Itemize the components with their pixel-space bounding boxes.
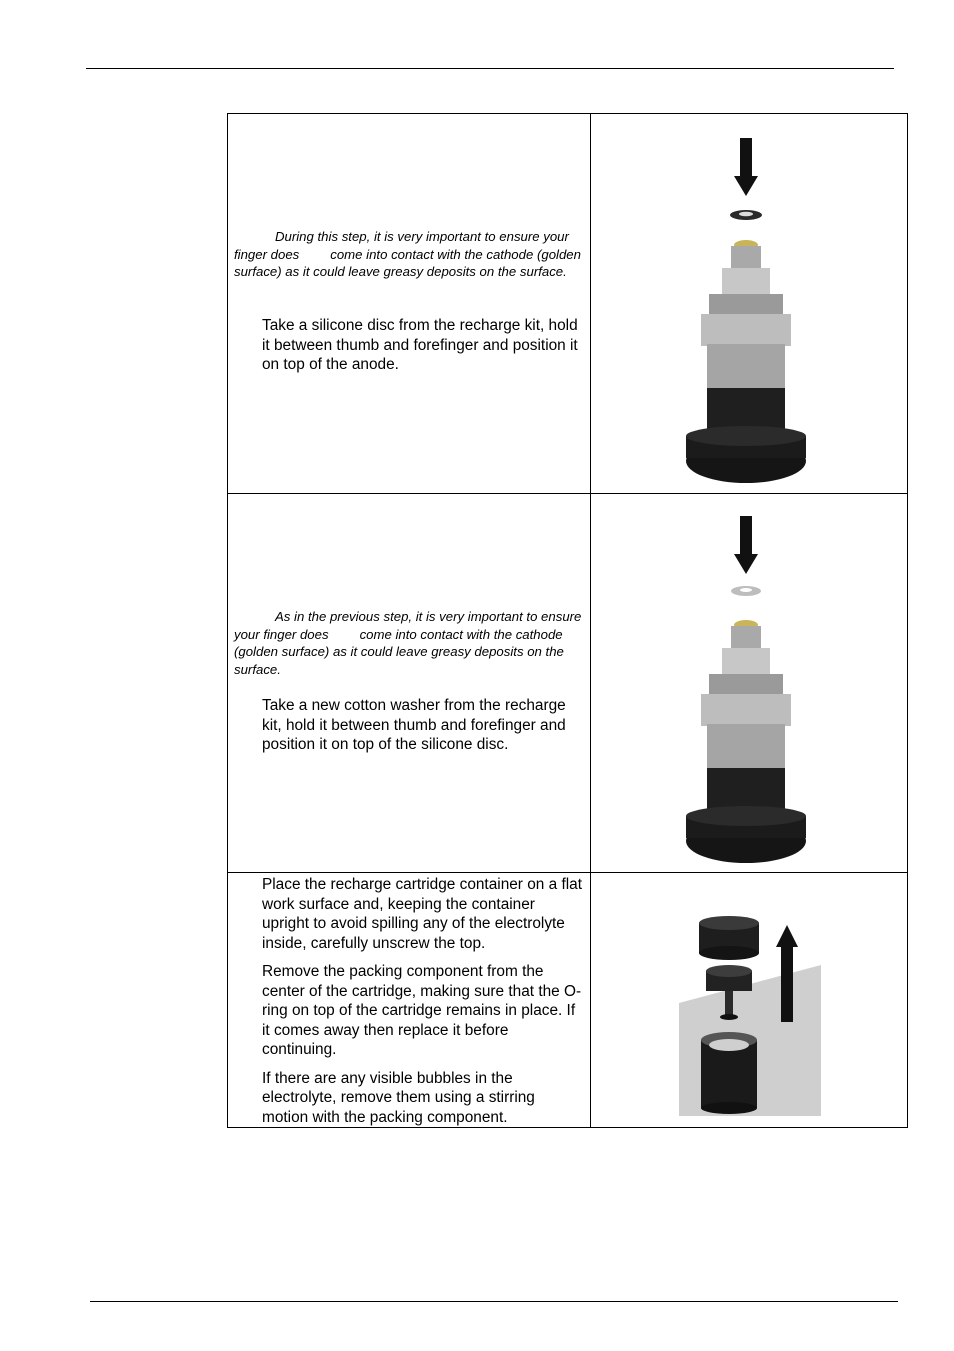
caution-note [234, 228, 584, 281]
header-rule [86, 68, 894, 69]
caution-note [234, 608, 584, 678]
step-paragraph: Place the recharge cartridge container on a flat work surface and, keeping the container upright to avoid spilling any of the electrolyte inside, carefully unscrew the top. [262, 876, 582, 952]
sensor-body [686, 240, 806, 483]
step-text-cell [228, 873, 590, 1127]
step-instruction: Take a silicone disc from the recharge kit, hold it between thumb and forefinger and position it on top of the anode. [262, 317, 578, 373]
step-image [591, 114, 907, 493]
step-row [228, 493, 907, 872]
cartridge-opening-illustration [591, 873, 907, 1128]
step-row [228, 872, 907, 1127]
step-row [228, 114, 907, 493]
step-paragraph: Remove the packing component from the center of the cartridge, making sure that the O-ring on top of the cartridge remains in place. If it comes away then replace it before continuing. [262, 963, 582, 1058]
caution-note-part2: come into contact with the cathode (golden surface) as it could leave greasy deposits on the surface. [234, 246, 581, 280]
caution-note-part1: As in the previous step, it is very important to ensure your finger does [234, 609, 582, 642]
sensor-body [686, 620, 806, 863]
sensor-cotton-washer-illustration [591, 494, 907, 873]
footer-rule [90, 1301, 898, 1302]
step-image [591, 873, 907, 1127]
caution-note-part2: come into contact with the cathode (golden surface) as it could leave greasy deposits on the surface. [234, 626, 564, 677]
step-instructions [262, 875, 584, 1136]
sensor-silicone-disc-illustration [591, 114, 907, 493]
step-image [591, 494, 907, 872]
step-instruction: Take a new cotton washer from the recharge kit, hold it between thumb and forefinger and position it on top of the silicone disc. [262, 697, 566, 753]
step-paragraph: If there are any visible bubbles in the electrolyte, remove them using a stirring motion with the packing component. [262, 1069, 535, 1126]
caution-note-part1: During this step, it is very important to ensure your finger does [234, 229, 569, 262]
cartridge-container [701, 1032, 757, 1114]
down-arrow-icon [734, 138, 758, 196]
cartridge-top [699, 916, 759, 960]
step-text-cell [228, 114, 590, 493]
down-arrow-icon [734, 516, 758, 574]
procedure-table [227, 113, 908, 1128]
step-text-cell [228, 494, 590, 872]
